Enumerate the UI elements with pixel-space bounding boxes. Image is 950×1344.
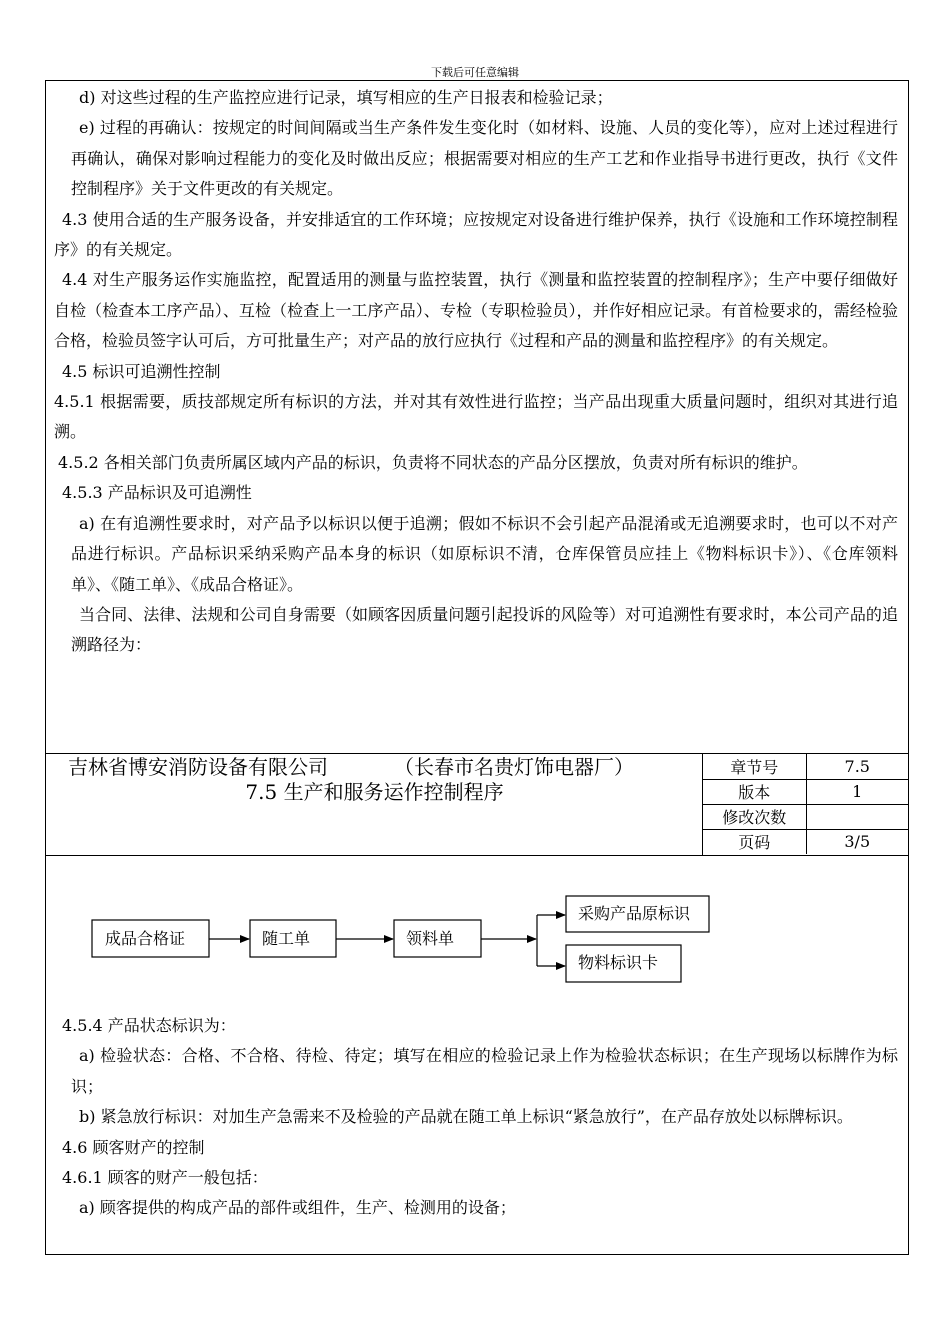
heading-4-5: 4.5 标识可追溯性控制 xyxy=(62,361,221,381)
control-value: 7.5 xyxy=(806,754,908,779)
flow-node-material-card: 物料标识卡 xyxy=(578,953,659,972)
control-row-revision xyxy=(703,804,908,829)
paragraph-4-5-1: 4.5.1 根据需要，质技部规定所有标识的方法，并对其有效性进行监控；当产品出现重大质量问题时，组织对其进行追溯。 xyxy=(54,392,898,442)
content-frame-bottom xyxy=(45,855,909,1255)
document-header-block xyxy=(45,753,909,856)
procedure-title: 7.5 生产和服务运作控制程序 xyxy=(245,780,504,804)
paragraph-traceability-path: 当合同、法律、法规和公司自身需要（如顾客因质量问题引起投诉的风险等）对可追溯性有要求时，本公司产品的追溯路径为： xyxy=(71,604,898,655)
paragraph-4-6-1-a: a) 顾客提供的构成产品的部件或组件，生产、检测用的设备； xyxy=(79,1198,516,1218)
paragraph-4-5-4-b: b) 紧急放行标识：对加生产急需来不及检验的产品就在随工单上标识“紧急放行”，在产品存放处以标牌标识。 xyxy=(79,1107,853,1127)
paragraph-4-3: 4.3 使用合适的生产服务设备，并安排适宜的工作环境；应按规定对设备进行维护保养，执行《设施和工作环境控制程序》的有关规定。 xyxy=(54,209,898,260)
content-frame-top xyxy=(45,80,909,754)
procedure-text-bottom xyxy=(54,1011,898,1224)
company-line xyxy=(68,754,634,780)
procedure-text-top xyxy=(54,83,898,661)
heading-4-5-4: 4.5.4 产品状态标识为： xyxy=(62,1016,236,1035)
traceability-flowchart xyxy=(46,856,910,1006)
heading-4-6-1: 4.6.1 顾客的财产一般包括： xyxy=(62,1168,268,1188)
paragraph-4-5-4-a: a) 检验状态：合格、不合格、待检、待定；填写在相应的检验记录上作为检验状态标识；在生产现场以标牌作为标识； xyxy=(71,1046,898,1096)
control-row-version xyxy=(703,779,908,804)
control-label: 版本 xyxy=(703,779,806,804)
company-name: 吉林省博安消防设备有限公司 xyxy=(68,755,328,779)
control-value xyxy=(806,804,908,829)
flow-node-original-label: 采购产品原标识 xyxy=(578,904,691,923)
paragraph-4-5-2: 4.5.2 各相关部门负责所属区域内产品的标识，负责将不同状态的产品分区摆放，负责对所有标识的维护。 xyxy=(58,452,808,472)
header-title-cell xyxy=(46,754,703,855)
paragraph-4-4: 4.4 对生产服务运作实施监控，配置适用的测量与监控装置，执行《测量和监控装置的控制程序》；生产中要仔细做好自检（检查本工序产品）、互检（检查上一工序产品）、专检（专职检验员），并作好相应记录。有首检要求的，需经检验合格，检验员签字认可后，方可批量生产；对产品的放行应执行《过程和产品的测量和监控程序》的有关规定。 xyxy=(54,270,898,351)
flow-node-finished-cert: 成品合格证 xyxy=(105,929,186,948)
paragraph-d: d) 对这些过程的生产监控应进行记录，填写相应的生产日报表和检验记录； xyxy=(79,88,613,107)
control-row-page xyxy=(703,829,908,854)
control-value: 3/5 xyxy=(844,832,871,852)
control-row-section xyxy=(703,754,908,779)
flow-node-routing-sheet: 随工单 xyxy=(262,929,311,948)
control-value: 1 xyxy=(806,779,908,804)
paragraph-4-5-3-a: a) 在有追溯性要求时，对产品予以标识以便于追溯；假如不标识不会引起产品混淆或无追溯要求时，也可以不对产品进行标识。产品标识采纳采购产品本身的标识（如原标识不清，仓库保管员应挂上《物料标识卡》）、《仓库领料单》、《随工单》、《成品合格证》。 xyxy=(71,513,898,594)
watermark-text: 下载后可任意编辑 xyxy=(431,66,519,79)
control-label: 页码 xyxy=(703,829,806,854)
paragraph-e: e) 过程的再确认：按规定的时间间隔或当生产条件发生变化时（如材料、设施、人员的变化等），应对上述过程进行再确认，确保对影响过程能力的变化及时做出反应；根据需要对相应的生产工艺和作业指导书进行更改，执行《文件控制程序》关于文件更改的有关规定。 xyxy=(71,118,898,199)
company-alt-name: （长春市名贵灯饰电器厂） xyxy=(394,755,634,779)
heading-4-6: 4.6 顾客财产的控制 xyxy=(62,1137,205,1157)
flow-node-requisition: 领料单 xyxy=(406,929,455,948)
control-label: 章节号 xyxy=(703,754,806,779)
control-label: 修改次数 xyxy=(703,804,806,829)
heading-4-5-3: 4.5.3 产品标识及可追溯性 xyxy=(62,483,252,503)
document-control-table xyxy=(703,754,908,854)
